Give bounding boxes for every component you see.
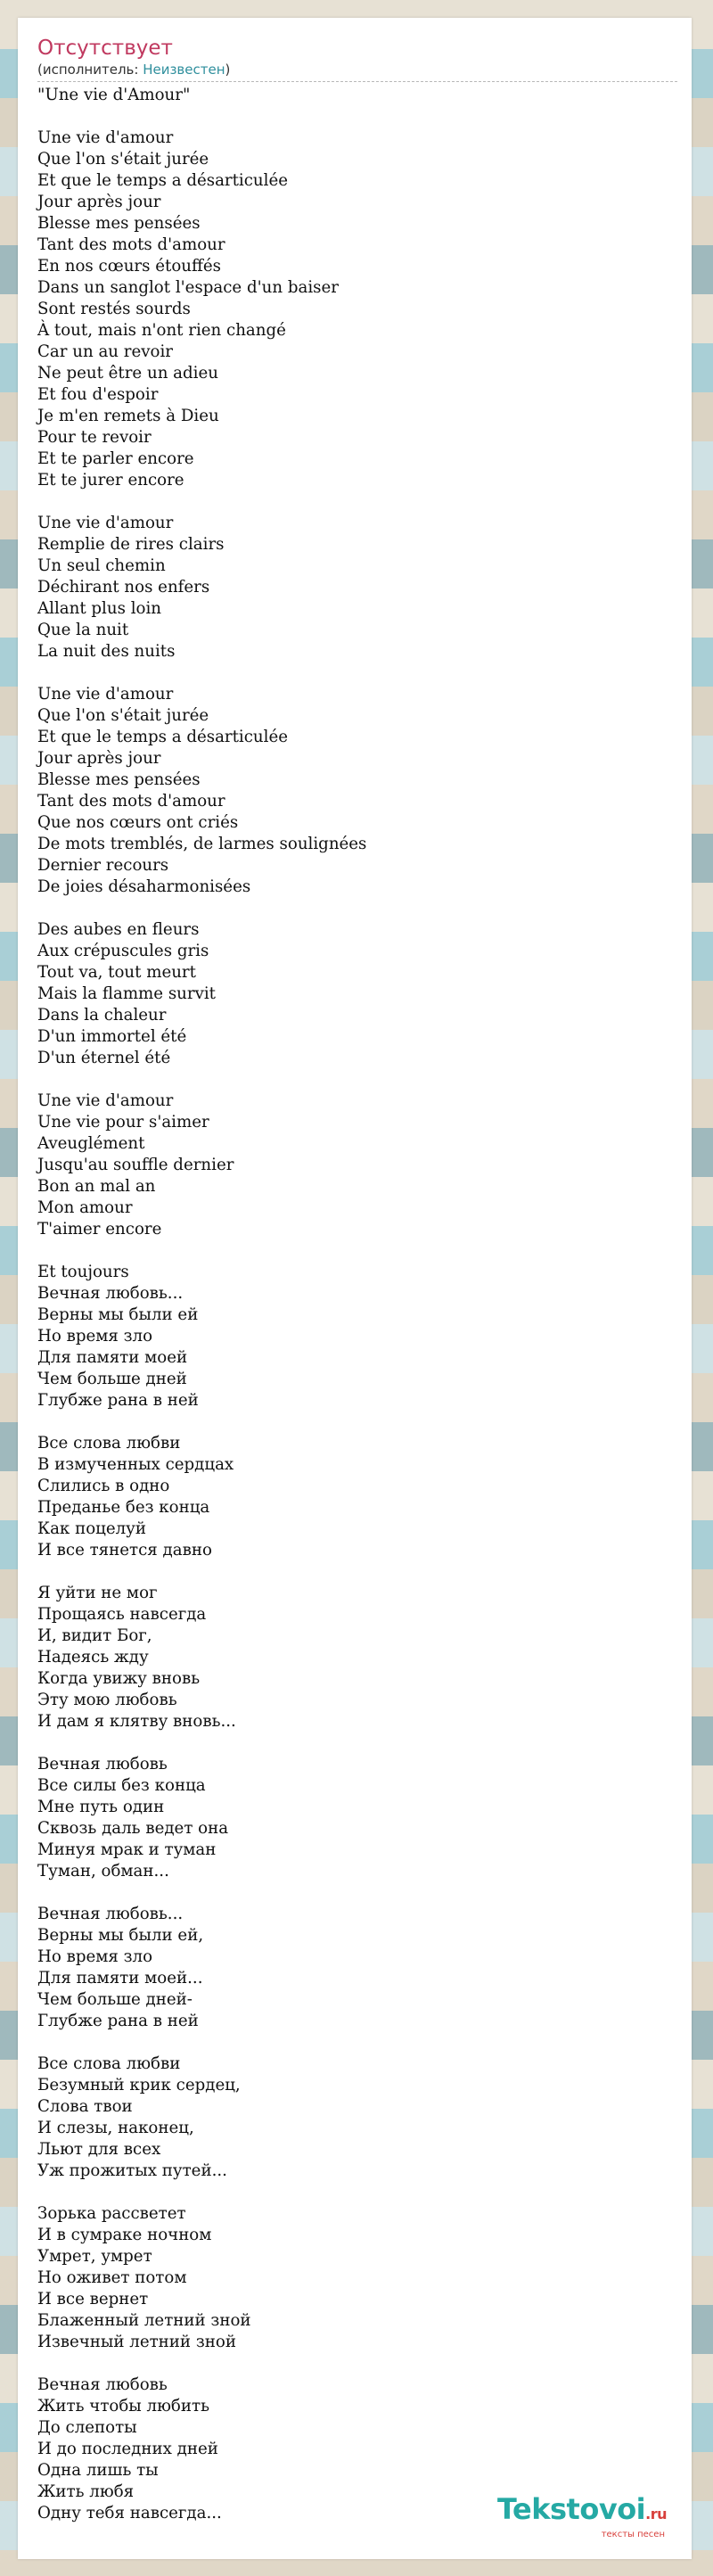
lyric-line: Aveuglément (37, 1134, 145, 1153)
stanza (37, 1754, 679, 1882)
lyric-line: Une vie d'amour (37, 1091, 174, 1110)
lyric-line: Эту мою любовь (37, 1691, 177, 1709)
lyrics-text (37, 85, 679, 2546)
lyric-line: Слились в одно (37, 1477, 170, 1495)
lyric-line: Blesse mes pensées (37, 770, 201, 789)
lyric-line: Для памяти моей... (37, 1969, 203, 1988)
song-title: Отсутствует (37, 37, 173, 60)
lyric-line: Je m'en remets à Dieu (37, 407, 219, 425)
stanza (37, 1433, 679, 1561)
lyric-line: Et te parler encore (37, 449, 194, 468)
lyric-line: Bon an mal an (37, 1177, 156, 1196)
lyric-line: À tout, mais n'ont rien changé (37, 321, 286, 340)
lyric-line: Tout va, tout meurt (37, 963, 196, 982)
lyric-line: Глубже рана в ней (37, 2012, 199, 2030)
artist-link[interactable]: Неизвестен (143, 62, 225, 78)
lyric-line: "Une vie d'Amour" (37, 86, 191, 104)
lyrics-page (18, 18, 692, 2559)
stanza (37, 1090, 679, 1240)
lyric-line: Blesse mes pensées (37, 214, 201, 233)
stanza (37, 85, 679, 106)
lyric-line: Верны мы были ей (37, 1305, 199, 1324)
lyric-line: Уж прожитых путей... (37, 2161, 227, 2180)
lyric-line: D'un éternel été (37, 1049, 171, 1067)
lyric-line: Как поцелуй (37, 1519, 146, 1538)
artist-line (37, 61, 677, 82)
lyric-line: Tant des mots d'amour (37, 792, 225, 811)
lyric-line: Безумный крик сердец, (37, 2076, 241, 2095)
lyric-line: Преданье без конца (37, 1498, 210, 1517)
artist-suffix: ) (225, 62, 231, 78)
lyric-line: Et toujours (37, 1263, 129, 1281)
lyric-line: Все силы без конца (37, 1776, 206, 1795)
lyric-line: Одна лишь ты (37, 2461, 159, 2480)
stanza (37, 1904, 679, 2032)
lyric-line: Car un au revoir (37, 342, 173, 361)
lyric-line: И все тянется давно (37, 1541, 212, 1560)
lyric-line: Et fou d'espoir (37, 385, 159, 404)
lyric-line: Чем больше дней- (37, 1990, 193, 2009)
lyric-line: Вечная любовь (37, 1755, 168, 1774)
lyric-line: Блаженный летний зной (37, 2311, 251, 2330)
stanza (37, 1583, 679, 1732)
lyric-line: И все вернет (37, 2290, 149, 2309)
lyric-line: Льют для всех (37, 2140, 161, 2159)
lyric-line: И, видит Бог, (37, 1626, 152, 1645)
lyric-line: Dernier recours (37, 856, 169, 875)
lyric-line: И в сумраке ночном (37, 2226, 212, 2244)
lyric-line: Jour après jour (37, 749, 161, 768)
lyric-line: Когда увижу вновь (37, 1669, 201, 1688)
lyric-line: En nos cœurs étouffés (37, 257, 221, 276)
lyric-line: Des aubes en fleurs (37, 920, 200, 939)
lyric-line: Jusqu'au souffle dernier (37, 1156, 234, 1174)
lyric-line: Mais la flamme survit (37, 984, 216, 1003)
lyric-line: Que l'on s'était jurée (37, 150, 209, 169)
logo-wordmark: Tekstovoi.ru (496, 2492, 667, 2526)
lyric-line: Но оживет потом (37, 2268, 187, 2287)
lyric-line: La nuit des nuits (37, 642, 176, 661)
stanza (37, 2203, 679, 2353)
lyric-line: Надеясь жду (37, 1648, 149, 1667)
lyric-line: Вечная любовь... (37, 1284, 184, 1303)
lyric-line: Но время зло (37, 1947, 153, 1966)
lyric-line: Зорька рассветет (37, 2204, 186, 2223)
lyric-line: Allant plus loin (37, 599, 161, 618)
lyric-line: Вечная любовь... (37, 1905, 184, 1923)
lyric-line: Мне путь один (37, 1798, 165, 1816)
lyric-line: Remplie de rires clairs (37, 535, 225, 554)
lyric-line: Чем больше дней (37, 1370, 187, 1388)
stanza (37, 684, 679, 898)
lyric-line: И дам я клятву вновь... (37, 1712, 236, 1731)
lyric-line: Извечный летний зной (37, 2333, 236, 2351)
stanza (37, 919, 679, 1069)
lyric-line: И слезы, наконец, (37, 2119, 194, 2137)
lyric-line: Я уйти не мог (37, 1584, 158, 1602)
lyric-line: Жить чтобы любить (37, 2397, 209, 2416)
lyric-line: Que l'on s'était jurée (37, 706, 209, 725)
lyric-line: Pour te revoir (37, 428, 152, 447)
lyric-line: В измученных сердцах (37, 1455, 234, 1474)
lyric-line: Жить любя (37, 2482, 135, 2501)
lyric-line: Une vie d'amour (37, 514, 174, 532)
lyric-line: Все слова любви (37, 1434, 181, 1453)
lyric-line: До слепоты (37, 2418, 137, 2437)
lyric-line: Прощаясь навсегда (37, 1605, 207, 1624)
lyric-line: Верны мы были ей, (37, 1926, 204, 1945)
lyric-line: Глубже рана в ней (37, 1391, 199, 1410)
lyric-line: Une vie d'amour (37, 128, 174, 147)
song-header (37, 36, 677, 82)
lyric-line: Sont restés sourds (37, 300, 191, 318)
lyric-line: Jour après jour (37, 193, 161, 211)
lyric-line: И до последних дней (37, 2440, 218, 2458)
lyric-line: Tant des mots d'amour (37, 235, 225, 254)
lyric-line: Que la nuit (37, 621, 129, 639)
lyric-line: Ne peut être un adieu (37, 364, 218, 383)
stanza (37, 128, 679, 491)
stanza (37, 513, 679, 663)
lyric-line: Туман, обман... (37, 1862, 169, 1881)
logo-tagline: тексты песен (601, 2530, 665, 2539)
lyric-line: Une vie pour s'aimer (37, 1113, 209, 1132)
lyric-line: Dans un sanglot l'espace d'un baiser (37, 278, 339, 297)
lyric-line: Сквозь даль ведет она (37, 1819, 229, 1838)
lyric-line: De mots tremblés, de larmes soulignées (37, 835, 367, 853)
lyric-line: Но время зло (37, 1327, 153, 1346)
stanza (37, 2053, 679, 2182)
lyric-line: Mon amour (37, 1198, 133, 1217)
lyric-line: Un seul chemin (37, 556, 166, 575)
lyric-line: Вечная любовь (37, 2375, 168, 2394)
lyric-line: Все слова любви (37, 2054, 181, 2073)
site-logo[interactable] (497, 2494, 667, 2539)
lyric-line: Aux crépuscules gris (37, 942, 209, 960)
lyric-line: Une vie d'amour (37, 685, 174, 704)
lyric-line: Слова твои (37, 2097, 133, 2116)
stanza (37, 1262, 679, 1411)
lyric-line: Et que le temps a désarticulée (37, 171, 288, 190)
lyric-line: Et te jurer encore (37, 471, 184, 490)
lyric-line: Dans la chaleur (37, 1006, 167, 1025)
lyric-line: Одну тебя навсегда... (37, 2504, 222, 2523)
lyric-line: De joies désaharmonisées (37, 877, 251, 896)
lyric-line: Et que le temps a désarticulée (37, 728, 288, 746)
lyric-line: Для памяти моей (37, 1348, 188, 1367)
lyric-line: Умрет, умрет (37, 2247, 152, 2266)
lyric-line: D'un immortel été (37, 1027, 187, 1046)
lyric-line: Que nos cœurs ont criés (37, 813, 239, 832)
artist-prefix: (исполнитель: (37, 62, 143, 78)
lyric-line: T'aimer encore (37, 1220, 162, 1239)
lyric-line: Déchirant nos enfers (37, 578, 210, 597)
lyric-line: Минуя мрак и туман (37, 1840, 217, 1859)
